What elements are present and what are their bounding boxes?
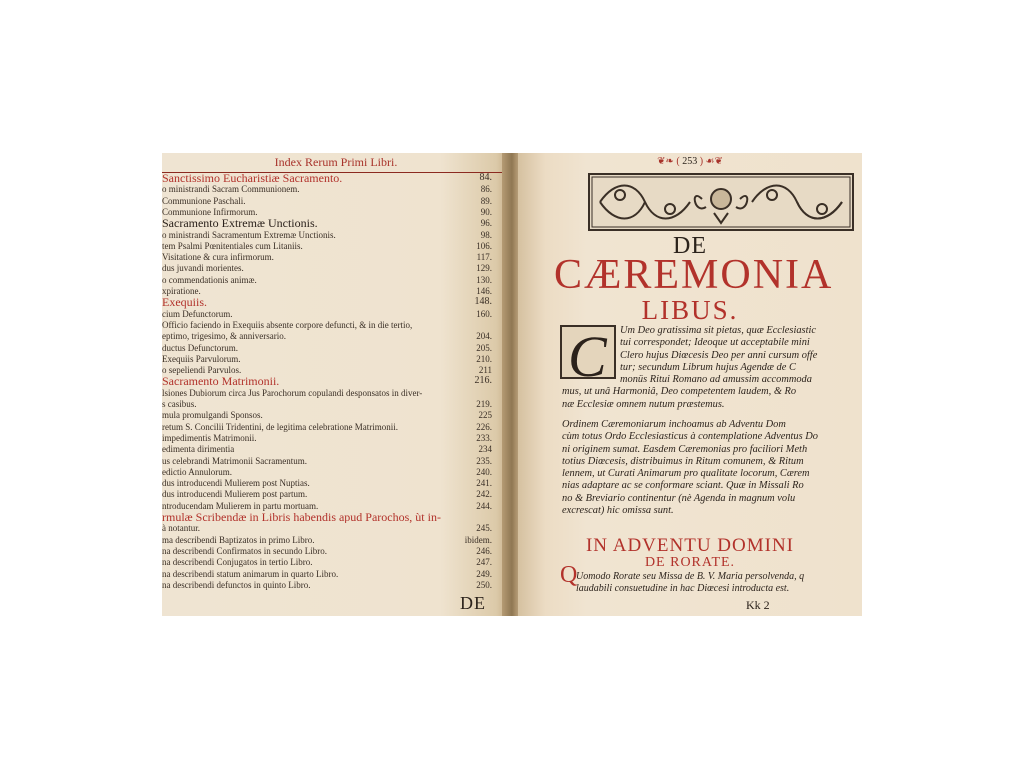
ornament-left-icon: ❦❧ ( bbox=[657, 156, 680, 167]
text-line: laudabili consuetudine in hac Diœcesi introducta est. bbox=[576, 583, 790, 594]
index-page-number: 90. bbox=[480, 206, 492, 217]
index-entry-text: Officio faciendo in Exequiis absente corpore defuncti, & in die tertio, bbox=[162, 319, 413, 330]
index-page-number: 106. bbox=[476, 240, 492, 251]
index-entry-text: rmulæ Scribendæ in Libris habendis apud Parochos, ùt in- bbox=[162, 511, 441, 524]
index-entry-text: eptimo, trigesimo, & anniversario. bbox=[162, 331, 286, 342]
index-page-number: 204. bbox=[476, 331, 492, 342]
text-line: nias adaptare ac se conformare sciant. Quæ in Missali Ro bbox=[562, 480, 804, 492]
initial-q: Q bbox=[560, 562, 578, 588]
index-entry-text: cium Defunctorum. bbox=[162, 308, 233, 319]
index-page-number: 89. bbox=[480, 195, 492, 206]
index-entry-text: na describendi Confirmatos in secundo Libro. bbox=[162, 545, 327, 556]
index-entry-text: ntroducendam Mulierem in partu mortuam. bbox=[162, 500, 319, 511]
index-page-number: 234 bbox=[478, 444, 492, 455]
text-line: tui correspondet; Ideoque ut acceptabile mini bbox=[620, 337, 810, 349]
index-entry-text: dus introducendi Mulierem post partum. bbox=[162, 489, 308, 500]
index-page-number: 245. bbox=[476, 523, 492, 534]
index-page-number: 249. bbox=[476, 568, 492, 579]
index-page-number: 240. bbox=[476, 466, 492, 477]
text-line: mus, ut unâ Harmoniâ, Deo competentem laudem, & Ro bbox=[562, 386, 797, 398]
index-page-number: 160. bbox=[476, 308, 492, 319]
left-page bbox=[162, 153, 510, 616]
index-entry-text: na describendi Conjugatos in tertio Libro. bbox=[162, 557, 313, 568]
title-de: DE bbox=[673, 233, 707, 259]
index-entry-text: edictio Annulorum. bbox=[162, 466, 232, 477]
text-line: no & Breviario continentur (nè Agenda in magnum volu bbox=[562, 492, 796, 504]
index-entry-text: mula promulgandi Sponsos. bbox=[162, 410, 263, 421]
index-page-number: 117. bbox=[476, 252, 492, 263]
index-page-number: 247. bbox=[476, 557, 492, 568]
index-page-number: 226. bbox=[476, 421, 492, 432]
text-line: Uomodo Rorate seu Missa de B. V. Maria persolvenda, q bbox=[576, 571, 805, 582]
text-line: næ Ecclesiæ omnem nutum præstemus. bbox=[562, 398, 725, 410]
index-entry-text: o ministrandi Sacram Communionem. bbox=[162, 184, 300, 195]
text-line: Ordinem Cæremoniarum inchoamus ab Adventu Dom bbox=[562, 419, 786, 430]
index-entry-text: s casibus. bbox=[162, 399, 197, 409]
ornament-right-icon: ) ☙❦ bbox=[699, 156, 723, 167]
index-entry-text: Communione Infirmorum. bbox=[162, 206, 258, 217]
index-page-number: ibidem. bbox=[464, 534, 492, 545]
book-spread bbox=[162, 153, 862, 616]
text-line: excrescat) hic omissa sunt. bbox=[562, 505, 674, 517]
paragraph-1 bbox=[562, 325, 862, 411]
index-entry-text: us celebrandi Matrimonii Sacramentum. bbox=[162, 455, 307, 466]
heading-in-adventu: IN ADVENTU DOMINI bbox=[585, 535, 795, 556]
index-entry-text: Visitatione & cura infirmorum. bbox=[162, 252, 274, 263]
right-page bbox=[518, 153, 862, 616]
index-page-number: 235. bbox=[476, 455, 492, 466]
index-entry-text: dus introducendi Mulierem post Nuptias. bbox=[162, 478, 310, 489]
index-entry-text: à notantur. bbox=[162, 523, 200, 534]
text-line: cùm totus Ordo Ecclesiasticus à contemplatione Adventus Do bbox=[562, 431, 818, 443]
index-entry-text: lsiones Dubiorum circa Jus Parochorum copulandi desponsatos in diver- bbox=[162, 387, 423, 398]
index-page-number: 225 bbox=[478, 410, 492, 421]
heading-de-rorate: DE RORATE. bbox=[644, 555, 736, 570]
index-entry-text: Sanctissimo Eucharistiæ Sacramento. bbox=[162, 172, 343, 185]
text-line: Clero hujus Diœcesis Deo per anni cursum offe bbox=[620, 349, 818, 361]
text-line: tur; secundum Librum hujus Agendæ de C bbox=[620, 361, 796, 373]
left-catchword: DE bbox=[460, 593, 486, 613]
index-entry-text: Exequiis Parvulorum. bbox=[162, 353, 241, 364]
index-entry-text: o sepeliendi Parvulos. bbox=[162, 365, 242, 376]
text-line: monüs Ritui Romano ad amussim accommoda bbox=[620, 374, 812, 386]
index-row bbox=[162, 579, 492, 591]
text-line: lennem, ut Curati Animarum pro qualitate locorum, Cærem bbox=[562, 468, 810, 480]
text-line: Um Deo gratissima sit pietas, quæ Ecclesiastic bbox=[620, 325, 816, 336]
index-page-number: 210. bbox=[476, 353, 492, 364]
index-page-number: 148. bbox=[474, 296, 492, 308]
index-page-number: 86. bbox=[480, 184, 492, 195]
index-page-number: 241. bbox=[476, 478, 492, 489]
title-libus: LIBUS. bbox=[641, 295, 739, 325]
index-page-number: 146. bbox=[476, 286, 492, 296]
index-page-number: 244. bbox=[476, 500, 492, 511]
index-page-number: 96. bbox=[480, 218, 492, 229]
index-entry-text: Sacramento Extremæ Unctionis. bbox=[162, 217, 318, 230]
index-page-number: 130. bbox=[476, 274, 492, 285]
index-entry-text: dus juvandi morientes. bbox=[162, 263, 244, 274]
index-entry-text: o commendationis animæ. bbox=[162, 274, 257, 285]
index-page-number: 216. bbox=[474, 375, 492, 387]
index-page-number: 84. bbox=[479, 172, 492, 183]
index-entry-text: Sacramento Matrimonii. bbox=[162, 375, 280, 388]
index-page-number: 211 bbox=[478, 365, 492, 376]
index-page-number: 242. bbox=[476, 489, 492, 500]
index-entry-text: edimenta dirimentia bbox=[162, 444, 235, 455]
index-entry-text: na describendi defunctos in quinto Libro. bbox=[162, 579, 311, 590]
index-entry-text: xpiratione. bbox=[162, 286, 201, 296]
text-line: totius Diœcesis, distribuimus in Ritum comunem, & Ritum bbox=[562, 455, 804, 467]
page-number: 253 bbox=[682, 156, 698, 167]
index-entry-text: impedimentis Matrimonii. bbox=[162, 432, 257, 443]
index-entry-text: na describendi statum animarum in quarto Libro. bbox=[162, 568, 339, 579]
index-entry-text: tem Psalmi Pœnitentiales cum Litaniis. bbox=[162, 240, 303, 251]
index-page-number: 233. bbox=[476, 432, 492, 443]
signature-mark: Kk 2 bbox=[746, 598, 770, 612]
index-page-number: 219. bbox=[476, 399, 492, 409]
text-line: ni originem sumat. Easdem Cæremonias pro faciliori Meth bbox=[562, 443, 808, 455]
headpiece-ornament-icon bbox=[588, 173, 854, 231]
drop-cap-letter: C bbox=[568, 324, 607, 389]
paragraph-2 bbox=[562, 419, 862, 517]
index-page-number: 250. bbox=[476, 579, 492, 590]
index-page-number: 246. bbox=[476, 545, 492, 556]
index-entry-text: Exequiis. bbox=[162, 296, 207, 309]
index-entry-text: Communione Paschali. bbox=[162, 195, 246, 206]
index-page-number: 129. bbox=[476, 263, 492, 274]
index-entry-text: o ministrandi Sacramentum Extremæ Unctionis. bbox=[162, 229, 336, 240]
index-entry-text: ma describendi Baptizatos in primo Libro. bbox=[162, 534, 315, 545]
right-running-head bbox=[518, 153, 862, 171]
title-caeremonia: CÆREMONIA bbox=[554, 252, 834, 298]
left-running-head: Index Rerum Primi Libri. bbox=[162, 153, 510, 173]
index-page-number: 205. bbox=[476, 342, 492, 353]
index-entry-text: retum S. Concilii Tridentini, de legitima celebratione Matrimonii. bbox=[162, 421, 398, 432]
index-entry-text: ductus Defunctorum. bbox=[162, 342, 238, 353]
index-page-number: 98. bbox=[480, 229, 492, 240]
